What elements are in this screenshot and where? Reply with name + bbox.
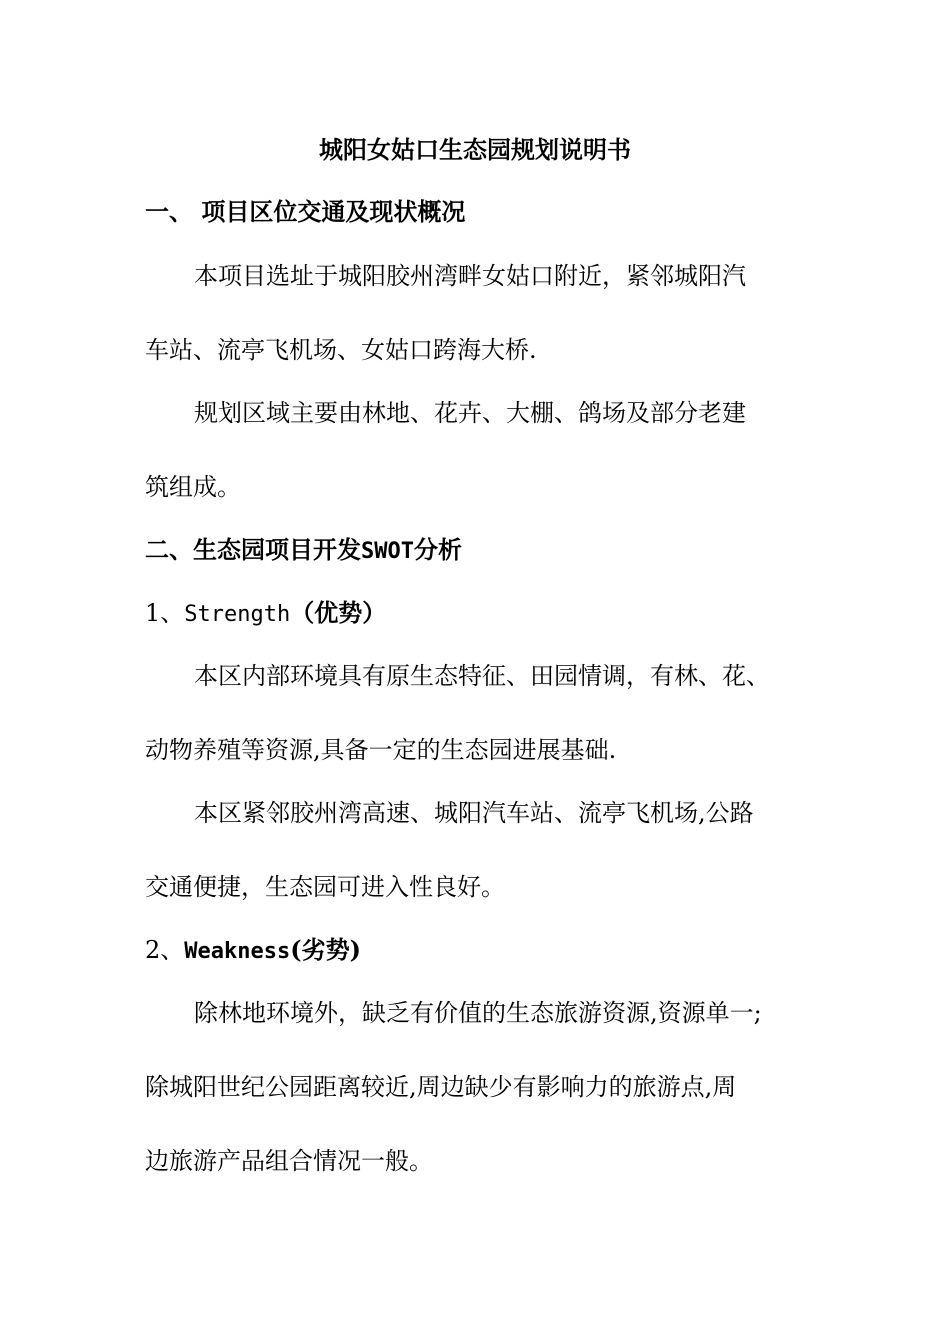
section-1-paragraph-1-line-2: 车站、流亭飞机场、女姑口跨海大桥. (145, 336, 537, 364)
strength-latin: Strength (184, 602, 291, 627)
section-2-heading (145, 534, 835, 568)
weakness-label: (劣势) (290, 935, 361, 964)
document-title: 城阳女姑口生态园规划说明书 (319, 135, 631, 164)
section-1-paragraph-2-line-1: 规划区域主要由林地、花卉、大棚、鸽场及部分老建 (194, 399, 746, 427)
section-2-heading-suffix: 分析 (413, 535, 462, 564)
weakness-paragraph-1-line-1: 除林地环境外，缺乏有价值的生态旅游资源,资源单一; (194, 999, 762, 1027)
strength-paragraph-1-line-1: 本区内部环境具有原生态特征、田园情调，有林、花、 (194, 662, 770, 690)
section-1-heading: 一、 项目区位交通及现状概况 (145, 197, 466, 226)
strength-label: （优势） (290, 598, 387, 627)
weakness-paragraph-1-line-2: 除城阳世纪公园距离较近,周边缺少有影响力的旅游点,周 (145, 1073, 737, 1101)
strength-paragraph-1-line-2: 动物养殖等资源,具备一定的生态园进展基础. (145, 736, 617, 764)
weakness-paragraph-1-line-3: 边旅游产品组合情况一般。 (145, 1147, 433, 1175)
weakness-latin: Weakness (184, 939, 291, 964)
strength-paragraph-2-line-2: 交通便捷，生态园可进入性良好。 (145, 873, 505, 901)
section-2-heading-prefix: 二、生态园项目开发 (145, 535, 361, 564)
strength-paragraph-2-line-1: 本区紧邻胶州湾高速、城阳汽车站、流亭飞机场,公路 (194, 799, 754, 827)
section-1-paragraph-2-line-2: 筑组成。 (145, 473, 241, 501)
section-2-heading-swot: SWOT (361, 539, 414, 564)
weakness-heading (145, 934, 835, 968)
strength-number: 1、 (145, 599, 185, 627)
weakness-number: 2、 (145, 936, 185, 964)
strength-heading (145, 597, 835, 631)
section-1-paragraph-1-line-1: 本项目选址于城阳胶州湾畔女姑口附近，紧邻城阳汽 (194, 262, 746, 290)
